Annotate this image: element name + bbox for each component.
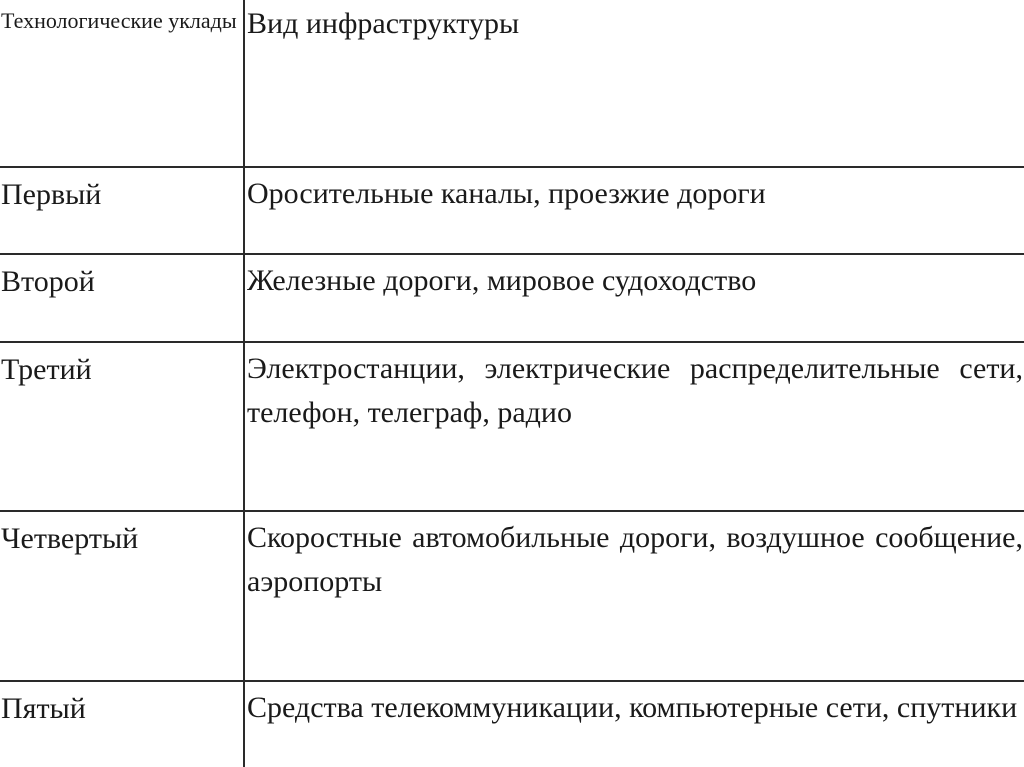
row-divider (0, 166, 1024, 168)
row-infrastructure-text: Скоростные автомобильные дороги, воздушное сообщение, аэропорты (247, 521, 1023, 598)
header-infrastructure-type: Вид инфраструктуры (247, 7, 520, 40)
column-divider (243, 0, 245, 767)
row-order-label: Первый (1, 178, 102, 211)
header-technological-orders: Технологические уклады (1, 8, 237, 33)
row-divider (0, 341, 1024, 343)
row-divider (0, 680, 1024, 682)
row-infrastructure-text: Электростанции, электрические распределительные сети, телефон, телеграф, радио (247, 352, 1023, 429)
row-order-label: Второй (1, 265, 95, 298)
row-infrastructure-text: Железные дороги, мировое судоходство (247, 264, 757, 297)
row-infrastructure-text: Оросительные каналы, проезжие дороги (247, 177, 766, 210)
row-infrastructure-text: Средства телекоммуникации, компьютерные сети, спутники (247, 691, 1018, 724)
row-divider (0, 253, 1024, 255)
row-divider (0, 510, 1024, 512)
row-order-label: Третий (1, 353, 92, 386)
row-order-label: Пятый (1, 692, 86, 725)
row-order-label: Четвертый (1, 522, 139, 555)
